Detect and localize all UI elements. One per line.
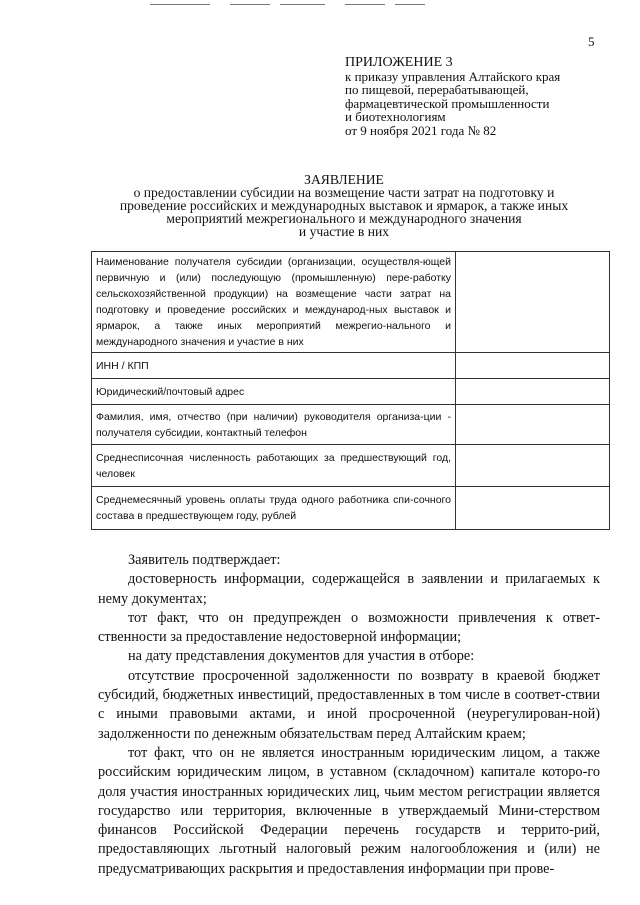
table-row — [92, 353, 610, 379]
scan-artifact — [395, 4, 425, 5]
table-row — [92, 252, 610, 353]
row-label-address: Юридический/почтовый адрес — [92, 379, 456, 405]
table-row — [92, 487, 610, 530]
scan-artifact — [150, 4, 210, 5]
scan-artifact — [280, 4, 325, 5]
body-paragraph: Заявитель подтверждает: — [128, 552, 281, 568]
appendix-line: по пищевой, перерабатывающей, — [345, 82, 529, 97]
scan-artifact — [345, 4, 385, 5]
appendix-line: и биотехнологиям — [345, 109, 446, 124]
heading-line: о предоставлении субсидии на возмещение части затрат на подготовку и — [133, 185, 555, 200]
body-paragraph: достоверность информации, содержащейся в заявлении и прилагаемых к нему документах; — [98, 571, 600, 607]
field-inn-kpp[interactable] — [456, 353, 610, 379]
document-title: ЗАЯВЛЕНИЕ — [304, 172, 384, 187]
field-address[interactable] — [456, 379, 610, 405]
appendix-line: от 9 ноября 2021 года № 82 — [345, 122, 497, 138]
application-form-table — [91, 251, 610, 530]
heading-line: и участие в них — [298, 224, 390, 239]
body-paragraph: тот факт, что он не является иностранным юридическим лицом, а также российским юридическим лицом, в уставном (складочном) капитале которо-го доля участия иностранных юридических лиц, чьим местом регистрации является государство или территория, включенные в утверждаемый Мини-стерством финансов Российской Федерации перечень государств и террито-рий, предоставляющих льготный налоговый режим налогообложения и (или) не предусматривающих раскрытия и предоставления информации при прове- — [98, 744, 600, 877]
scan-artifact — [230, 4, 270, 5]
field-headcount[interactable] — [456, 445, 610, 487]
table-row — [92, 445, 610, 487]
heading-line: мероприятий межрегионального и международного значения — [166, 211, 522, 226]
heading-line: проведение российских и международных выставок и ярмарок, а также иных — [119, 198, 569, 213]
row-label-headcount: Среднесписочная численность работающих за предшествующий год, человек — [92, 445, 456, 487]
body-paragraph: отсутствие просроченной задолженности по возврату в краевой бюджет субсидий, бюджетных инвестиций, предоставленных в том числе в соответ-ствии с иными правовыми актами, и иной просроченной (неурегулирован-ной) задолженности по денежным обязательствам перед Алтайским краем; — [98, 667, 600, 742]
field-average-wage[interactable] — [456, 487, 610, 530]
row-label-inn-kpp: ИНН / КПП — [92, 353, 456, 379]
appendix-line: фармацевтической промышленности — [345, 95, 550, 111]
table-row — [92, 405, 610, 445]
page-number: 5 — [588, 34, 595, 49]
row-label-director: Фамилия, имя, отчество (при наличии) руководителя организа-ции - получателя субсидии, контактный телефон — [92, 405, 456, 445]
field-director[interactable] — [456, 405, 610, 445]
appendix-line: к приказу управления Алтайского края — [345, 68, 561, 84]
row-label-average-wage: Среднемесячный уровень оплаты труда одного работника спи-сочного состава в предшествующем году, рублей — [92, 487, 456, 530]
appendix-title: ПРИЛОЖЕНИЕ 3 — [345, 55, 453, 70]
document-heading — [70, 173, 618, 238]
body-text — [98, 551, 600, 879]
row-label-recipient-name: Наименование получателя субсидии (организации, осуществля-ющей первичную и (или) последующую (промышленную) пере-работку сельскохозяйственной продукции) на возмещение части затрат на подготовку и проведение российских и международ-ных выставок и ярмарок, а также иных мероприятий межрегио-нального и международного значения и участие в них — [92, 252, 456, 353]
field-recipient-name[interactable] — [456, 252, 610, 353]
body-paragraph: тот факт, что он предупрежден о возможности привлечения к ответ-ственности за предоставление недостоверной информации; — [98, 609, 600, 646]
body-paragraph: на дату представления документов для участия в отборе: — [128, 648, 475, 665]
table-row — [92, 379, 610, 405]
appendix-block — [345, 56, 560, 137]
